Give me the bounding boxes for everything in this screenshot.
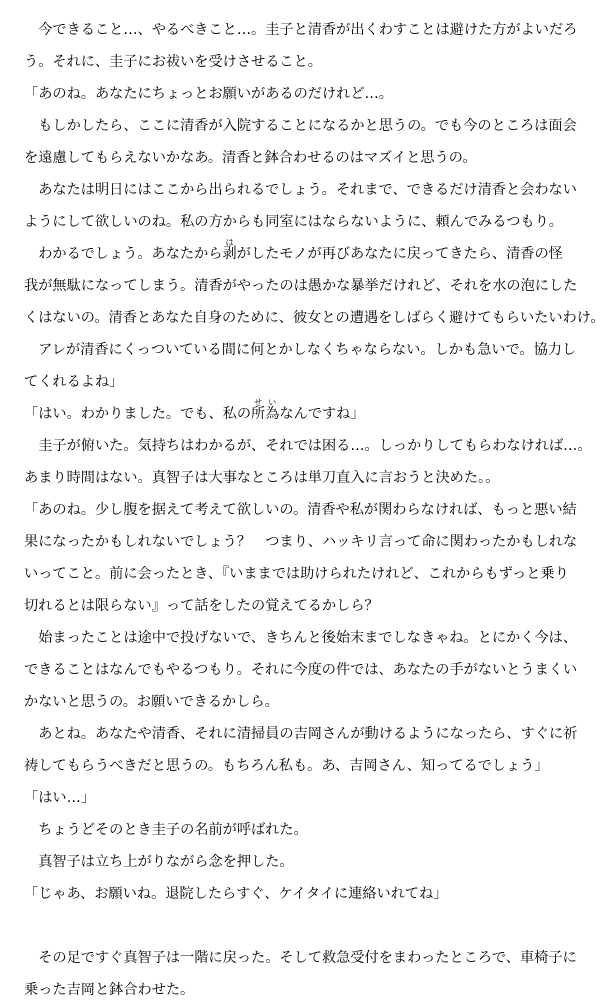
- text-line: ちょうどそのとき圭子の名前が呼ばれた。: [24, 822, 308, 838]
- text-line: あとね。あなたや清香、それに清掃員の吉岡さんが動けるようになったら、すぐに祈: [24, 726, 578, 742]
- text-line: 真智子は立ち上がりながら念を押した。: [24, 854, 294, 870]
- ruby-word-hagu: [222, 238, 237, 262]
- text-line: てくれるよね」: [24, 374, 124, 390]
- blank-line: [24, 910, 601, 942]
- ruby-reading: せい: [251, 398, 280, 407]
- text-line: 祷してもらうべきだと思うの。もちろん私も。あ、吉岡さん、知ってるでしょう」: [24, 758, 549, 774]
- text-line: いってこと。前に会ったとき、『いままでは助けられたけれど、これからもずっと乗り: [24, 566, 569, 582]
- text-line: う。それに、圭子にお祓いを受けさせること。: [24, 54, 322, 70]
- ruby-reading: は: [222, 238, 237, 247]
- text-line: できることはなんでもやるつもり。それに今度の件では、あなたの手がないとうまくい: [24, 662, 578, 678]
- ruby-base: 剥: [222, 246, 237, 262]
- text-line: 圭子が俯いた。気持ちはわかるが、それでは困る…。しっかりしてもらわなければ…。: [24, 438, 592, 454]
- text-line: を遠慮してもらえないかなあ。清香と鉢合わせるのはマズイと思うの。: [24, 150, 477, 166]
- text-line: かないと思うの。お願いできるかしら。: [24, 694, 279, 710]
- text-line: 我が無駄になってしまう。清香がやったのは愚かな暴挙だけれど、それを水の泡にした: [24, 278, 578, 294]
- text-line: 乗った吉岡と鉢合わせた。: [24, 982, 195, 998]
- text-segment: なんですね」: [279, 406, 365, 422]
- text-segment: 「はい。わかりました。でも、私の: [24, 406, 252, 422]
- text-line: ようにして欲しいのね。私の方からも同室にはならないように、頼んでみるつもり。: [24, 214, 563, 230]
- text-line: 「あのね。あなたにちょっとお願いがあるのだけれど…。: [24, 86, 393, 102]
- text-line: あまり時間はない。真智子は大事なところは単刀直入に言おうと決めた。。: [24, 470, 500, 486]
- text-line: 切れるとは限らない』って話をしたの覚えてるかしら？: [24, 598, 379, 614]
- text-line: 「あのね。少し腹を据えて考えて欲しいの。清香や私が関わらなければ、もっと悪い結: [24, 502, 577, 518]
- text-line: くはないの。清香とあなた自身のために、彼女との遭遇をしばらく避けてもらいたいわけ。: [24, 310, 605, 326]
- text-line: [24, 238, 601, 270]
- ruby-word-shoi: [251, 398, 280, 422]
- text-line: 今できること…、やるべきこと…。圭子と清香が出くわすことは避けた方がよいだろ: [24, 22, 578, 38]
- text-line: 「はい…」: [24, 790, 95, 806]
- text-line: あなたは明日にはここから出られるでしょう。それまで、できるだけ清香と会わない: [24, 182, 577, 198]
- text-segment: わかるでしょう。あなたから: [24, 246, 223, 262]
- ruby-base: 所為: [251, 406, 280, 422]
- text-line: もしかしたら、ここに清香が入院することになるかと思うの。でも今のところは面会: [24, 118, 577, 134]
- text-line: 始まったことは途中で投げないで、きちんと後始末までしなきゃね。とにかく今は、: [24, 630, 578, 646]
- text-line: アレが清香にくっついている間に何とかしなくちゃならない。しかも急いで。協力し: [24, 342, 577, 358]
- text-line: 「じゃあ、お願いね。退院したらすぐ、ケイタイに連絡いれてね」: [24, 886, 448, 902]
- text-line: その足ですぐ真智子は一階に戻った。そして救急受付をまわったところで、車椅子に: [24, 950, 577, 966]
- text-line: 果になったかもしれないでしょう？ つまり、ハッキリ言って命に関わったかもしれな: [24, 534, 578, 550]
- text-segment: がしたモノが再びあなたに戻ってきたら、清香の怪: [236, 246, 563, 262]
- text-line: [24, 398, 601, 430]
